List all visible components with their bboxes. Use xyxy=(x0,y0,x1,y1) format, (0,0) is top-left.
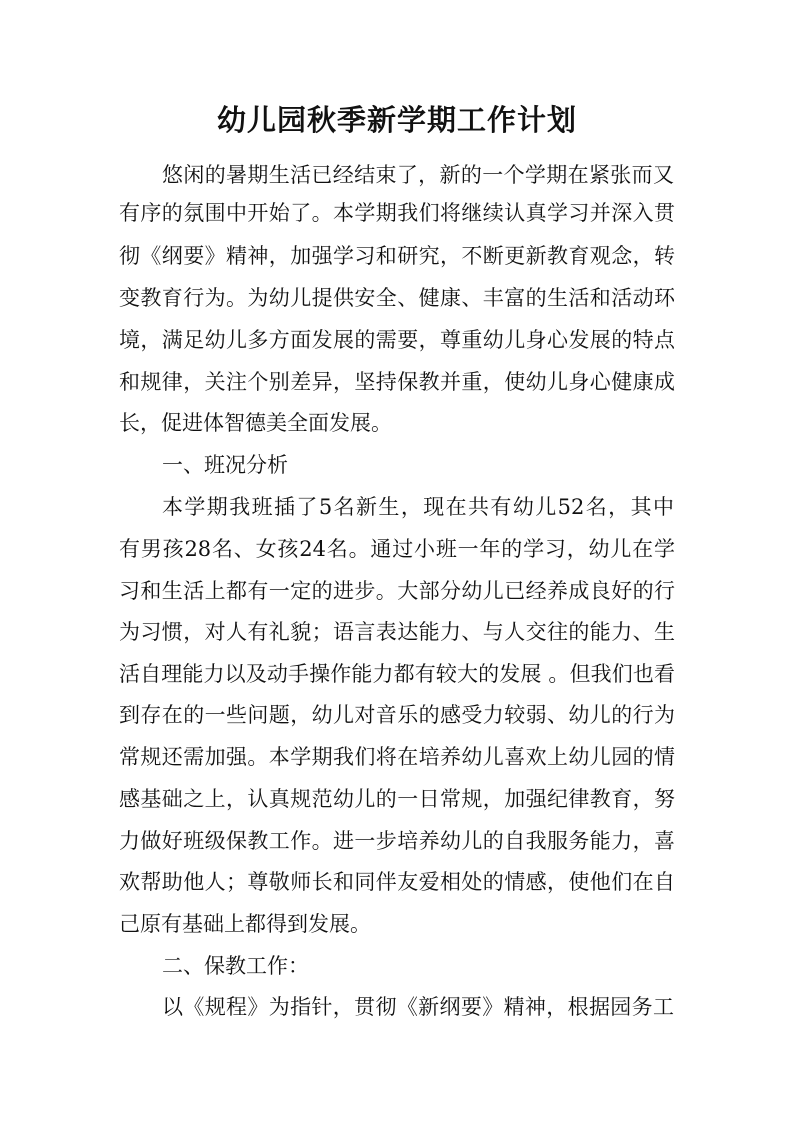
paragraph-line: 到存在的一些问题，幼儿对音乐的感受力较弱、幼儿的行为 xyxy=(119,703,675,727)
paragraph-line: 为习惯，对人有礼貌；语言表达能力、与人交往的能力、生 xyxy=(119,620,675,644)
paragraph-line: 有序的氛围中开始了。本学期我们将继续认真学习并深入贯 xyxy=(119,201,675,225)
paragraph-line: 力做好班级保教工作。进一步培养幼儿的自我服务能力，喜 xyxy=(119,829,675,853)
paragraph-line: 欢帮助他人；尊敬师长和同伴友爱相处的情感，使他们在自 xyxy=(119,870,675,894)
paragraph-line: 己原有基础上都得到发展。 xyxy=(119,912,371,936)
paragraph-line: 本学期我班插了5名新生，现在共有幼儿52名，其中 xyxy=(162,495,674,519)
paragraph-line: 常规还需加强。本学期我们将在培养幼儿喜欢上幼儿园的情 xyxy=(119,745,675,769)
paragraph-line: 变教育行为。为幼儿提供安全、健康、丰富的生活和活动环 xyxy=(119,286,675,310)
section-heading: 二、保教工作： xyxy=(162,954,309,978)
section-heading: 一、班况分析 xyxy=(162,453,288,477)
paragraph-line: 感基础之上，认真规范幼儿的一日常规，加强纪律教育，努 xyxy=(119,787,675,811)
paragraph-line: 习和生活上都有一定的进步。大部分幼儿已经养成良好的行 xyxy=(119,579,675,603)
document-title: 幼儿园秋季新学期工作计划 xyxy=(216,103,577,137)
paragraph-line: 悠闲的暑期生活已经结束了，新的一个学期在紧张而又 xyxy=(162,163,674,187)
paragraph-line: 彻《纲要》精神，加强学习和研究，不断更新教育观念，转 xyxy=(119,244,675,268)
paragraph-line: 长，促进体智德美全面发展。 xyxy=(119,411,392,435)
paragraph-line: 境，满足幼儿多方面发展的需要，尊重幼儿身心发展的特点 xyxy=(119,328,675,352)
paragraph-line: 以《规程》为指针，贯彻《新纲要》精神，根据园务工 xyxy=(162,995,674,1019)
paragraph-line: 有男孩28名、女孩24名。通过小班一年的学习，幼儿在学 xyxy=(119,537,675,561)
paragraph-line: 活自理能力以及动手操作能力都有较大的发展 。但我们也看 xyxy=(119,662,675,686)
paragraph-line: 和规律，关注个别差异，坚持保教并重，使幼儿身心健康成 xyxy=(119,370,675,394)
